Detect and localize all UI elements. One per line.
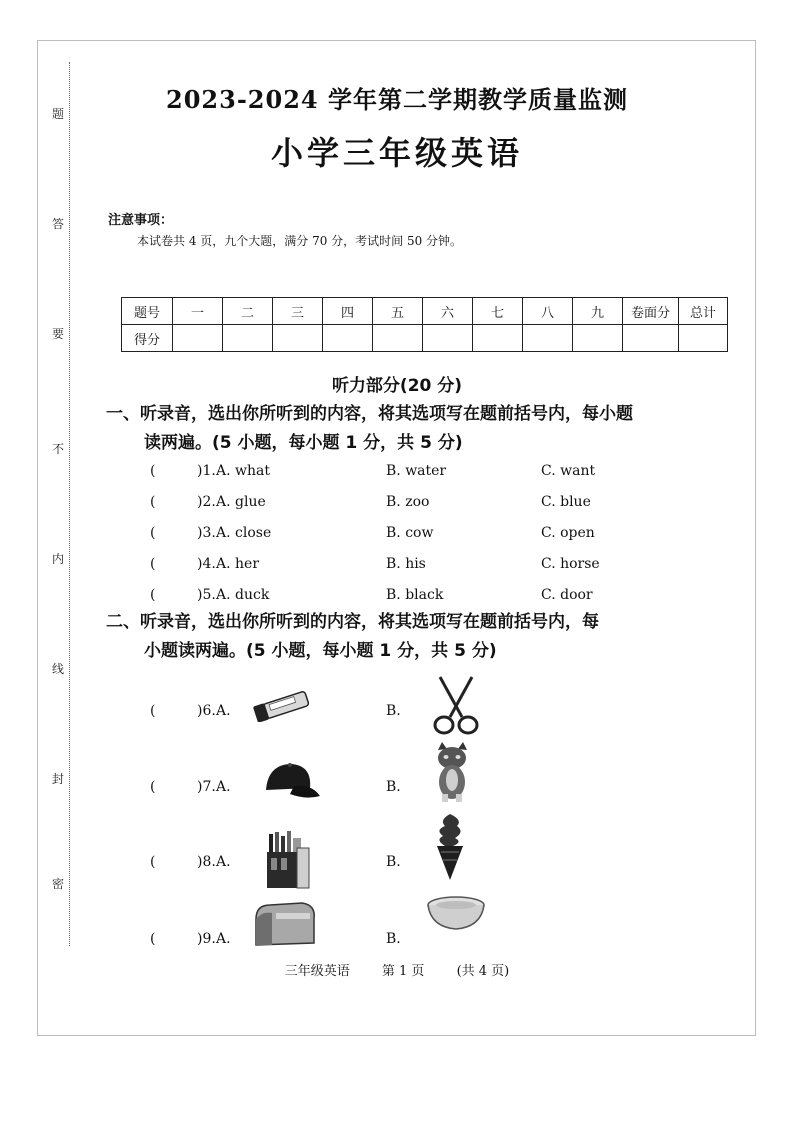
score-cell: 总计	[679, 298, 728, 325]
score-cell: 五	[373, 298, 423, 325]
option-c: C. door	[541, 587, 593, 603]
score-blank[interactable]	[679, 325, 728, 352]
option-b: B. zoo	[386, 494, 430, 510]
section2-line2: 小题读两遍。(5 小题，每小题 1 分，共 5 分)	[144, 641, 497, 661]
pencil-box-picture	[263, 828, 313, 892]
bread-loaf-picture	[252, 897, 318, 949]
binding-char: 内	[51, 552, 64, 566]
section1-line2: 读两遍。(5 小题，每小题 1 分，共 5 分)	[144, 433, 463, 453]
score-blank[interactable]	[373, 325, 423, 352]
option-a: A. her	[216, 556, 260, 572]
question-row	[150, 525, 710, 545]
question-row	[150, 463, 710, 483]
section2-instructions	[106, 608, 599, 666]
score-blank[interactable]	[323, 325, 373, 352]
question-row	[150, 556, 710, 576]
score-blank[interactable]	[173, 325, 223, 352]
binding-char: 题	[51, 107, 64, 121]
question-number: )2.	[197, 494, 216, 510]
question-row	[150, 587, 710, 607]
score-blank[interactable]	[223, 325, 273, 352]
answer-bracket[interactable]: (	[150, 494, 156, 510]
question-row	[150, 854, 710, 874]
kitten-picture	[430, 740, 474, 804]
score-cell: 题号	[122, 298, 173, 325]
score-blank[interactable]	[623, 325, 679, 352]
score-blank[interactable]	[423, 325, 473, 352]
score-table-score-row	[122, 325, 728, 352]
question-number: )6.	[197, 703, 216, 719]
option-c: C. blue	[541, 494, 591, 510]
score-cell: 三	[273, 298, 323, 325]
option-b: B. black	[386, 587, 444, 603]
exam-subtitle: 小学三年级英语	[270, 134, 523, 172]
score-blank[interactable]	[473, 325, 523, 352]
score-cell: 六	[423, 298, 473, 325]
score-cell: 卷面分	[623, 298, 679, 325]
option-a: A.	[216, 854, 231, 870]
scissors-picture	[430, 675, 482, 737]
footer-page: 第 1 页	[381, 964, 425, 979]
score-cell: 二	[223, 298, 273, 325]
notes-text: 本试卷共 4 页，九个大题，满分 70 分，考试时间 50 分钟。	[137, 234, 463, 248]
option-b: B. his	[386, 556, 426, 572]
answer-bracket[interactable]: (	[150, 463, 156, 479]
answer-bracket[interactable]: (	[150, 779, 156, 795]
binding-char: 封	[51, 772, 64, 786]
footer-subject: 三年级英语	[284, 964, 350, 979]
option-a: A.	[216, 703, 231, 719]
question-number: )3.	[197, 525, 216, 541]
option-a: A.	[216, 931, 231, 947]
option-b: B.	[386, 931, 401, 947]
score-blank[interactable]	[273, 325, 323, 352]
option-a: A. glue	[216, 494, 266, 510]
score-table	[121, 297, 728, 352]
listening-section-title: 听力部分(20 分)	[331, 376, 463, 396]
question-number: )5.	[197, 587, 216, 603]
question-row	[150, 494, 710, 514]
option-c: C. horse	[541, 556, 600, 572]
option-a: A. duck	[216, 587, 270, 603]
score-blank[interactable]	[523, 325, 573, 352]
bowl-picture	[425, 893, 487, 933]
answer-bracket[interactable]: (	[150, 587, 156, 603]
score-cell: 四	[323, 298, 373, 325]
option-c: C. want	[541, 463, 596, 479]
option-b: B. water	[386, 463, 447, 479]
ice-cream-cone-picture	[433, 812, 467, 882]
section1-instructions	[106, 400, 633, 458]
binding-char: 要	[51, 327, 64, 341]
question-row	[150, 931, 710, 951]
score-cell: 八	[523, 298, 573, 325]
score-cell: 得分	[122, 325, 173, 352]
option-b: B.	[386, 779, 401, 795]
answer-bracket[interactable]: (	[150, 854, 156, 870]
answer-bracket[interactable]: (	[150, 931, 156, 947]
option-b: B. cow	[386, 525, 434, 541]
score-cell: 九	[573, 298, 623, 325]
option-b: B.	[386, 703, 401, 719]
binding-char: 答	[51, 217, 64, 231]
section1-line1: 一、听录音，选出你所听到的内容，将其选项写在题前括号内，每小题	[106, 404, 633, 424]
answer-bracket[interactable]: (	[150, 703, 156, 719]
option-a: A. close	[216, 525, 272, 541]
score-table-header-row	[122, 298, 728, 325]
score-cell: 一	[173, 298, 223, 325]
binding-dotted-line	[69, 62, 70, 946]
question-number: )8.	[197, 854, 216, 870]
question-number: )9.	[197, 931, 216, 947]
binding-char: 密	[51, 877, 64, 891]
question-number: )4.	[197, 556, 216, 572]
binding-char: 不	[51, 442, 64, 456]
question-number: )1.	[197, 463, 216, 479]
answer-bracket[interactable]: (	[150, 556, 156, 572]
option-a: A. what	[216, 463, 270, 479]
glue-stick-picture	[250, 690, 312, 722]
score-cell: 七	[473, 298, 523, 325]
question-number: )7.	[197, 779, 216, 795]
score-blank[interactable]	[573, 325, 623, 352]
cap-picture	[260, 760, 322, 804]
footer-total: (共 4 页)	[456, 964, 510, 979]
option-b: B.	[386, 854, 401, 870]
notes-heading: 注意事项：	[108, 213, 174, 228]
binding-char: 线	[51, 662, 64, 676]
section2-line1: 二、听录音，选出你所听到的内容，将其选项写在题前括号内，每	[106, 612, 599, 632]
page-footer	[0, 960, 794, 979]
exam-title: 2023-2024 学年第二学期教学质量监测	[166, 85, 628, 114]
option-a: A.	[216, 779, 231, 795]
answer-bracket[interactable]: (	[150, 525, 156, 541]
option-c: C. open	[541, 525, 595, 541]
